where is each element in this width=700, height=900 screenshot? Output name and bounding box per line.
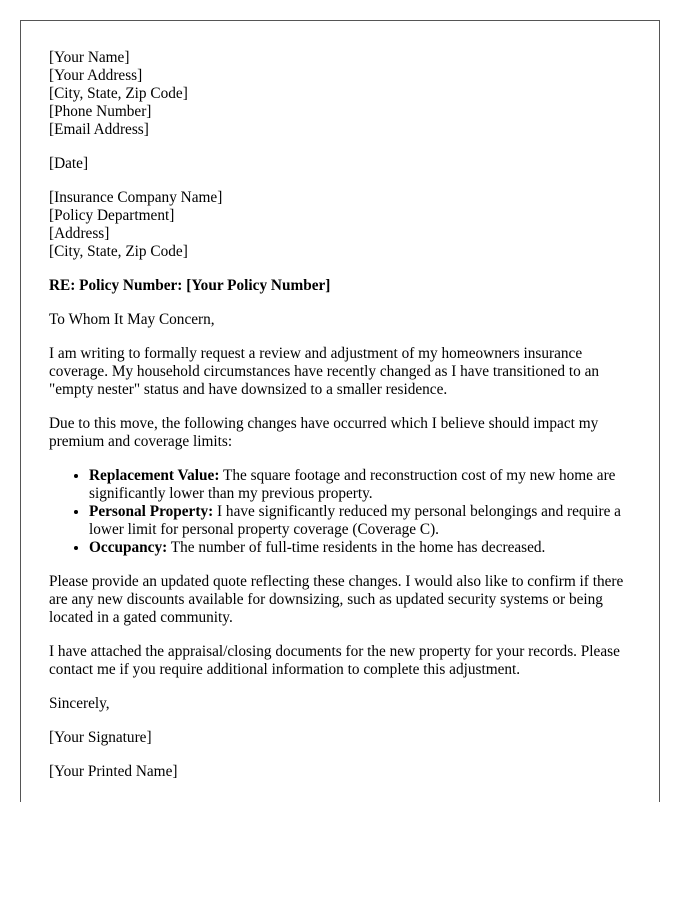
recipient-department: [Policy Department] (49, 207, 175, 224)
quote-request-block (49, 573, 634, 627)
list-item (89, 467, 634, 503)
sender-email: [Email Address] (49, 121, 149, 138)
list-item (89, 539, 634, 557)
attachments-block (49, 643, 634, 679)
letter-content (49, 49, 634, 797)
salutation-block (49, 311, 634, 329)
signature: [Your Signature] (49, 729, 152, 746)
changes-intro-paragraph: Due to this move, the following changes have occurred which I believe should impact my premium and coverage limits: (49, 415, 599, 450)
recipient-city-state-zip: [City, State, Zip Code] (49, 243, 188, 260)
sender-address: [Your Address] (49, 67, 143, 84)
letter-page (20, 20, 660, 802)
intro-paragraph-block (49, 345, 634, 399)
change-text: I have significantly reduced my personal belongings and require a lower limit for personal property coverage (Coverage C). (89, 503, 621, 538)
change-text: The number of full-time residents in the home has decreased. (167, 539, 546, 556)
changes-intro-block (49, 415, 634, 451)
change-label: Replacement Value: (89, 467, 220, 484)
sender-name: [Your Name] (49, 49, 130, 66)
re-line: RE: Policy Number: [Your Policy Number] (49, 277, 331, 294)
changes-list (49, 467, 634, 557)
sender-phone: [Phone Number] (49, 103, 152, 120)
attachments-paragraph: I have attached the appraisal/closing documents for the new property for your records. Please contact me if you require additional information to complete this adjustment. (49, 643, 620, 678)
closing-block (49, 695, 634, 713)
recipient-company: [Insurance Company Name] (49, 189, 223, 206)
recipient-address: [Address] (49, 225, 110, 242)
intro-paragraph: I am writing to formally request a review and adjustment of my homeowners insurance coverage. My household circumstances have recently changed as I have transitioned to an "empty nester" status and have downsized to a smaller residence. (49, 345, 600, 398)
change-label: Occupancy: (89, 539, 168, 556)
signature-block (49, 729, 634, 747)
quote-request-paragraph: Please provide an updated quote reflecting these changes. I would also like to confirm if there are any new discounts available for downsizing, such as updated security systems or being located in a gated community. (49, 573, 624, 626)
printed-name: [Your Printed Name] (49, 763, 178, 780)
re-block (49, 277, 634, 295)
sender-city-state-zip: [City, State, Zip Code] (49, 85, 188, 102)
closing: Sincerely, (49, 695, 110, 712)
printed-name-block (49, 763, 634, 781)
list-item (89, 503, 634, 539)
sender-block (49, 49, 634, 139)
salutation: To Whom It May Concern, (49, 311, 215, 328)
change-label: Personal Property: (89, 503, 214, 520)
change-text: The square footage and reconstruction cost of my new home are significantly lower than my previous property. (89, 467, 616, 502)
date-block (49, 155, 634, 173)
recipient-block (49, 189, 634, 261)
letter-date: [Date] (49, 155, 89, 172)
